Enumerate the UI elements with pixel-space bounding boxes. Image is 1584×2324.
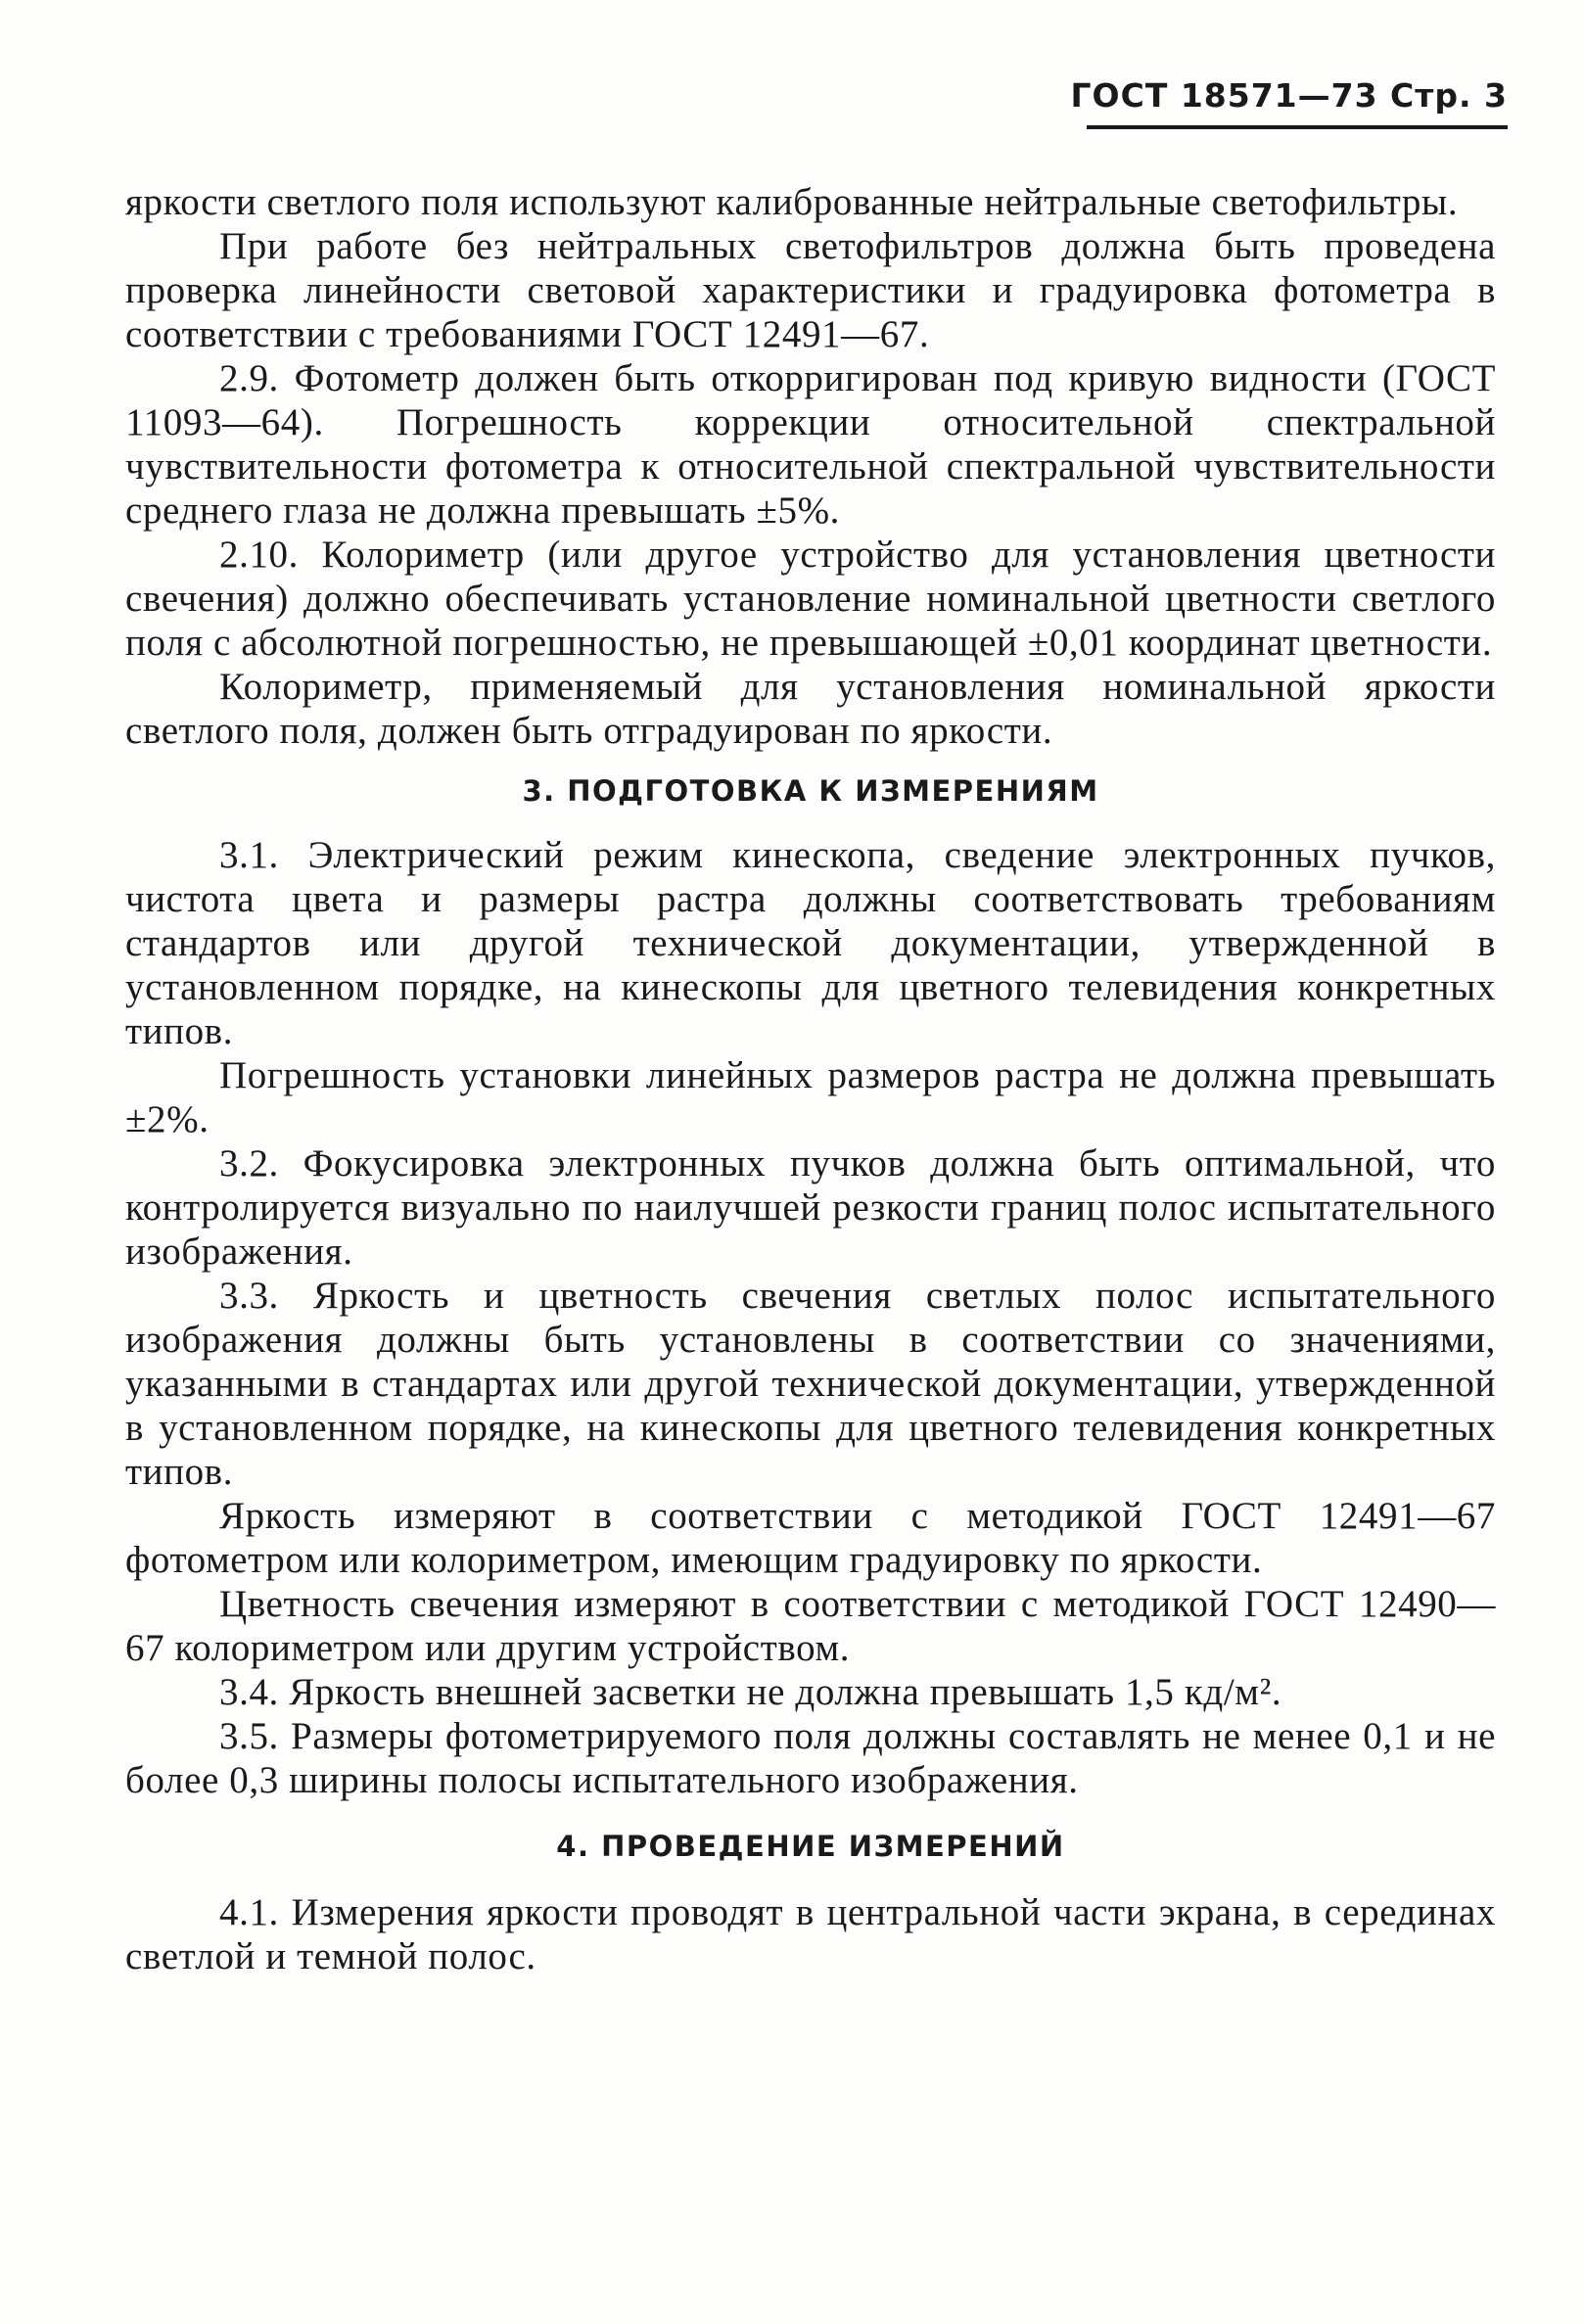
paragraph: Цветность свечения измеряют в соответствии с методикой ГОСТ 12490—67 колориметром или другим устройством. bbox=[125, 1583, 1496, 1669]
paragraph: 2.9. Фотометр должен быть откорригирован под кривую видности (ГОСТ 11093—64). Погрешность коррекции относительной спектральной чувствительности фотометра к относительной спектральной чувствительности среднего глаза не должна превышать ±5%. bbox=[125, 357, 1496, 532]
paragraph: 3.3. Яркость и цветность свечения светлых полос испытательного изображения должны быть установлены в соответствии со значениями, указанными в стандартах или другой технической документации, утвержденной в установленном порядке, на кинескопы для цветного телевидения конкретных типов. bbox=[125, 1275, 1496, 1493]
document-body bbox=[125, 180, 1496, 1978]
header-rule bbox=[1087, 125, 1508, 129]
paragraph: 3.2. Фокусировка электронных пучков должна быть оптимальной, что контролируется визуально по наилучшей резкости границ полос испытательного изображения. bbox=[125, 1142, 1496, 1273]
paragraph: 3.4. Яркость внешней засветки не должна превышать 1,5 кд/м². bbox=[219, 1671, 1282, 1713]
section-heading: 4. ПРОВЕДЕНИЕ ИЗМЕРЕНИЙ bbox=[556, 1830, 1065, 1863]
paragraph: 2.10. Колориметр (или другое устройство для установления цветности свечения) должно обеспечивать установление номинальной цветности светлого поля с абсолютной погрешностью, не превышающей ±0,01 координат цветности. bbox=[125, 534, 1496, 664]
section-heading: 3. ПОДГОТОВКА К ИЗМЕРЕНИЯМ bbox=[522, 774, 1099, 808]
paragraph: При работе без нейтральных светофильтров должна быть проведена проверка линейности световой характеристики и градуировка фотометра в соответствии с требованиями ГОСТ 12491—67. bbox=[125, 225, 1496, 355]
paragraph: 3.1. Электрический режим кинескопа, сведение электронных пучков, чистота цвета и размеры растра должны соответствовать требованиям стандартов или другой технической документации, утвержденной в установленном порядке, на кинескопы для цветного телевидения конкретных типов. bbox=[125, 834, 1496, 1052]
paragraph: 3.5. Размеры фотометрируемого поля должны составлять не менее 0,1 и не более 0,3 ширины полосы испытательного изображения. bbox=[125, 1715, 1496, 1801]
paragraph: Колориметр, применяемый для установления номинальной яркости светлого поля, должен быть отградуирован по яркости. bbox=[125, 666, 1496, 752]
paragraph: яркости светлого поля используют калиброванные нейтральные светофильтры. bbox=[125, 181, 1459, 223]
running-header: ГОСТ 18571—73 Стр. 3 bbox=[1070, 76, 1508, 115]
paragraph: 4.1. Измерения яркости проводят в центральной части экрана, в серединах светлой и темной полос. bbox=[125, 1891, 1496, 1977]
paragraph: Яркость измеряют в соответствии с методикой ГОСТ 12491—67 фотометром или колориметром, имеющим градуировку по яркости. bbox=[125, 1495, 1496, 1581]
paragraph: Погрешность установки линейных размеров растра не должна превышать ±2%. bbox=[125, 1054, 1496, 1140]
